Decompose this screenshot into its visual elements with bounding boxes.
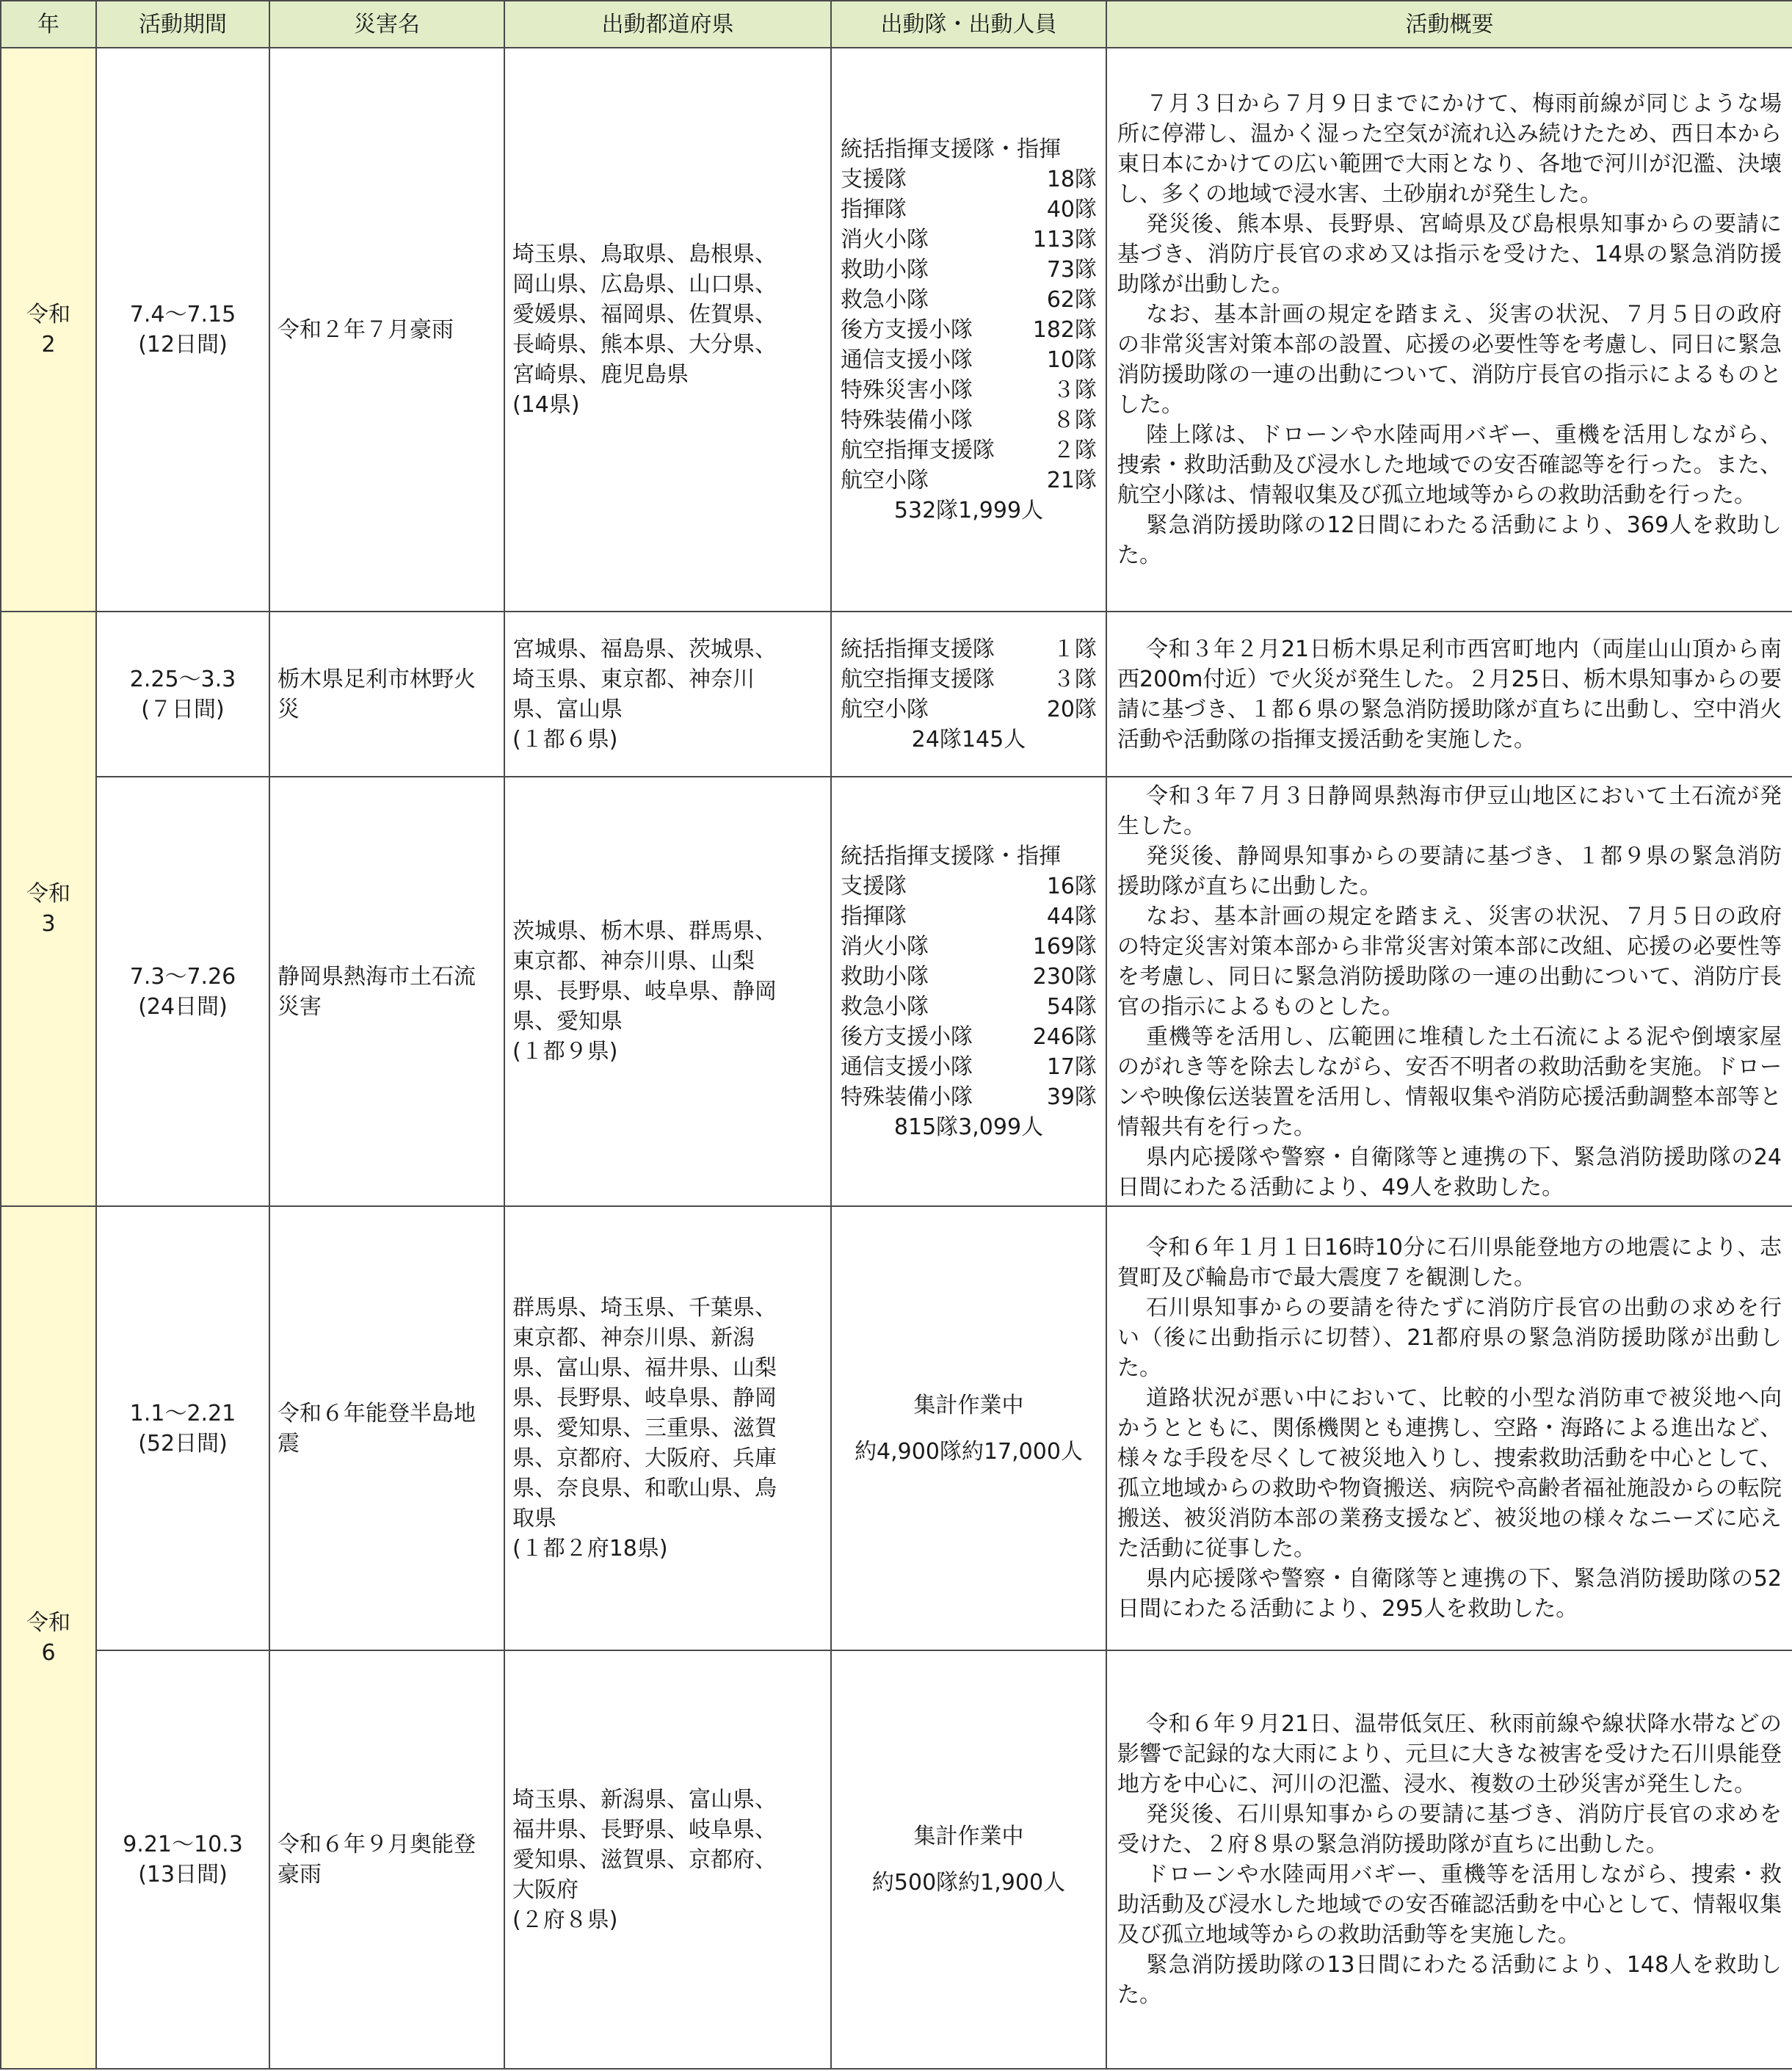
team-name: 特殊装備小隊 [841, 407, 973, 433]
prefecture-line: 県、長野県、岐阜県、静岡 [512, 1385, 777, 1411]
prefecture-line: 愛知県、滋賀県、京都府、 [512, 1846, 777, 1873]
summary-paragraph: 発災後、静岡県知事からの要請に基づき、１都９県の緊急消防援助隊が直ちに出動した。 [1117, 843, 1782, 899]
year-era: 令和 [26, 881, 70, 907]
team-name: 支援隊 [841, 166, 907, 192]
team-line [841, 871, 1097, 902]
team-line [841, 465, 1097, 496]
summary-paragraph: 発災後、石川県知事からの要請に基づき、消防庁長官の求めを受けた、２府８県の緊急消防援助隊が直ちに出動した。 [1117, 1802, 1782, 1857]
year-cell [1, 612, 96, 1206]
summary-cell [1106, 1206, 1792, 1650]
team-line [841, 664, 1097, 694]
team-total: 532隊1,999人 [893, 497, 1044, 523]
period-cell [96, 612, 269, 777]
summary-cell [1106, 1650, 1792, 2069]
period-days: (７日間) [141, 696, 225, 722]
team-line [841, 225, 1097, 255]
team-count: 113隊 [1032, 226, 1097, 253]
disaster-name-cell: 令和６年能登半島地震 [269, 1206, 504, 1650]
year-number: 6 [41, 1639, 56, 1666]
prefecture-line: 県、京都府、大阪府、兵庫 [512, 1446, 777, 1471]
team-count: 40隊 [1046, 196, 1097, 222]
team-count: 54隊 [1046, 993, 1097, 1020]
summary-paragraph: 県内応援隊や警察・自衛隊等と連携の下、緊急消防援助隊の52日間にわたる活動により、295人を救助した。 [1117, 1566, 1782, 1622]
prefecture-line: (14県) [512, 392, 580, 418]
prefecture-line: 県、愛知県、三重県、滋賀 [512, 1415, 777, 1441]
team-name: 救急小隊 [841, 286, 929, 313]
year-era: 令和 [26, 1609, 70, 1636]
summary-paragraph: ７月３日から７月９日までにかけて、梅雨前線が同じような場所に停滞し、温かく湿った空気が流れ込み続けたため、西日本から東日本にかけての広い範囲で大雨となり、各地で河川が氾濫、決壊し、多くの地域で浸水害、土砂崩れが発生した。 [1117, 91, 1782, 207]
prefecture-line: 愛媛県、福岡県、佐賀県、 [512, 302, 777, 327]
year-number: 3 [41, 911, 56, 937]
year-era: 令和 [26, 302, 70, 327]
summary-paragraph: 発災後、熊本県、長野県、宮崎県及び島根県知事からの要請に基づき、消防庁長官の求め又は指示を受けた、14県の緊急消防援助隊が出動した。 [1117, 211, 1782, 297]
prefecture-line: 県、奈良県、和歌山県、鳥 [512, 1476, 777, 1501]
team-name: 航空小隊 [841, 696, 929, 722]
team-count: 230隊 [1032, 963, 1097, 990]
team-line [841, 634, 1097, 664]
team-status: 集計作業中 [913, 1392, 1024, 1418]
team-name: 救助小隊 [841, 963, 929, 990]
prefecture-line: (１都６県) [512, 726, 618, 752]
prefecture-line: 宮城県、福島県、茨城県、 [512, 636, 777, 662]
team-status: 集計作業中 [913, 1824, 1024, 1849]
period-days: (12日間) [138, 332, 228, 358]
team-count: ８隊 [1053, 407, 1097, 433]
header-summary: 活動概要 [1106, 1, 1792, 48]
year-number: 2 [41, 332, 56, 358]
team-name: 救急小隊 [841, 993, 929, 1020]
team-status: 約4,900隊約17,000人 [855, 1438, 1083, 1465]
team-name: 支援隊 [841, 873, 907, 899]
summary-paragraph: 令和６年９月21日、温帯低気圧、秋雨前線や線状降水帯などの影響で記録的な大雨により、元旦に大きな被害を受けた石川県能登地方を中心に、河川の氾濫、浸水、複数の土砂災害が発生した。 [1117, 1711, 1782, 1797]
prefecture-line: 埼玉県、東京都、神奈川 [512, 666, 755, 692]
teams-cell [831, 48, 1106, 612]
team-name: 統括指揮支援隊・指揮 [841, 843, 1061, 869]
prefecture-line: (１都２府18県) [512, 1536, 668, 1562]
team-name: 救助小隊 [841, 256, 929, 283]
team-count: 182隊 [1032, 316, 1097, 343]
team-name: 特殊装備小隊 [841, 1084, 973, 1110]
team-line [841, 405, 1097, 435]
prefecture-line: 岡山県、広島県、山口県、 [512, 272, 777, 297]
header-row [1, 1, 1792, 48]
team-count: 39隊 [1046, 1084, 1097, 1110]
team-count: 10隊 [1046, 347, 1097, 373]
prefectures-cell [504, 48, 831, 612]
table-row [1, 1650, 1792, 2069]
team-line [841, 1052, 1097, 1082]
team-line [841, 134, 1097, 164]
team-total: 24隊145人 [911, 726, 1026, 752]
team-name: 後方支援小隊 [841, 316, 973, 343]
prefectures-cell [504, 1206, 831, 1650]
team-name: 通信支援小隊 [841, 347, 973, 373]
summary-paragraph: 緊急消防援助隊の13日間にわたる活動により、148人を救助した。 [1117, 1952, 1782, 2008]
year-cell [1, 48, 96, 612]
period-range: 7.4〜7.15 [129, 302, 236, 327]
team-count: 20隊 [1046, 696, 1097, 722]
team-count: ２隊 [1053, 437, 1097, 463]
team-count: 17隊 [1046, 1053, 1097, 1080]
team-line [841, 345, 1097, 375]
summary-cell [1106, 612, 1792, 777]
prefecture-line: 福井県、長野県、岐阜県、 [512, 1816, 777, 1843]
team-count: 21隊 [1046, 467, 1097, 493]
header-disaster: 災害名 [269, 1, 504, 48]
team-line [841, 1022, 1097, 1052]
period-days: (13日間) [138, 1862, 228, 1887]
team-line [841, 1082, 1097, 1112]
period-cell [96, 777, 269, 1206]
summary-paragraph: ドローンや水陸両用バギー、重機等を活用しながら、捜索・救助活動及び浸水した地域での安否確認活動を中心として、情報収集及び孤立地域等からの救助活動等を実施した。 [1117, 1862, 1782, 1948]
team-name: 指揮隊 [841, 196, 907, 222]
period-range: 7.3〜7.26 [129, 963, 236, 990]
team-name: 統括指揮支援隊・指揮 [841, 136, 1061, 162]
team-name: 消火小隊 [841, 226, 929, 253]
period-cell [96, 1650, 269, 2069]
summary-paragraph: なお、基本計画の規定を踏まえ、災害の状況、７月５日の政府の非常災害対策本部の設置、応援の必要性等を考慮し、同日に緊急消防援助隊の一連の出動について、消防庁長官の指示によるものとした。 [1117, 302, 1782, 418]
team-count: 73隊 [1046, 256, 1097, 283]
team-count: １隊 [1053, 636, 1097, 662]
summary-paragraph: 令和３年７月３日静岡県熱海市伊豆山地区において土石流が発生した。 [1117, 783, 1782, 839]
period-range: 2.25〜3.3 [129, 666, 236, 692]
summary-cell [1106, 48, 1792, 612]
summary-paragraph: 県内応援隊や警察・自衛隊等と連携の下、緊急消防援助隊の24日間にわたる活動により、49人を救助した。 [1117, 1144, 1782, 1200]
summary-paragraph: 道路状況が悪い中において、比較的小型な消防車で被災地へ向かうとともに、関係機関とも連携し、空路・海路による進出など、様々な手段を尽くして被災地入りし、捜索救助活動を中心として、孤立地域からの救助や物資搬送、病院や高齢者福祉施設からの転院搬送、被災消防本部の業務支援など、被災地の様々なニーズに応えた活動に従事した。 [1117, 1385, 1782, 1562]
year-cell [1, 1206, 96, 2069]
team-line [841, 841, 1097, 871]
disaster-name-cell: 栃木県足利市林野火災 [269, 612, 504, 777]
header-teams: 出動隊・出動人員 [831, 1, 1106, 48]
table-row [1, 612, 1792, 777]
summary-paragraph: 令和３年２月21日栃木県足利市西宮町地内（両崖山山頂から南西200m付近）で火災が発生した。２月25日、栃木県知事からの要請に基づき、１都６県の緊急消防援助隊が直ちに出動し、空中消火活動や活動隊の指揮支援活動を実施した。 [1117, 636, 1782, 752]
table-row [1, 777, 1792, 1206]
prefecture-line: 県、長野県、岐阜県、静岡 [512, 979, 777, 1004]
team-name: 後方支援小隊 [841, 1023, 973, 1050]
prefecture-line: 宮崎県、鹿児島県 [512, 362, 689, 388]
prefectures-cell [504, 1650, 831, 2069]
team-count: 169隊 [1032, 933, 1097, 960]
team-line [841, 932, 1097, 962]
team-name: 航空指揮支援隊 [841, 437, 995, 463]
prefecture-line: 東京都、神奈川県、新潟 [512, 1325, 755, 1351]
team-line [841, 315, 1097, 345]
summary-paragraph: なお、基本計画の規定を踏まえ、災害の状況、７月５日の政府の特定災害対策本部から非常災害対策本部に改組、応援の必要性等を考慮し、同日に緊急消防援助隊の一連の出動について、消防庁長官の指示によるものとした。 [1117, 903, 1782, 1020]
prefecture-line: 県、富山県 [512, 696, 623, 722]
team-line [841, 962, 1097, 992]
prefecture-line: (１都９県) [512, 1039, 618, 1064]
prefecture-line: 県、富山県、福井県、山梨 [512, 1355, 777, 1381]
team-line [841, 164, 1097, 195]
disaster-name-cell: 令和６年９月奥能登豪雨 [269, 1650, 504, 2069]
team-name: 通信支援小隊 [841, 1053, 973, 1080]
team-name: 消火小隊 [841, 933, 929, 960]
team-line [841, 255, 1097, 285]
table-row [1, 1206, 1792, 1650]
team-line [841, 285, 1097, 315]
prefecture-line: 東京都、神奈川県、山梨 [512, 949, 755, 974]
summary-paragraph: 令和６年１月１日16時10分に石川県能登地方の地震により、志賀町及び輪島市で最大震度７を観測した。 [1117, 1235, 1782, 1291]
summary-paragraph: 石川県知事からの要請を待たずに消防庁長官の出動の求めを行い（後に出動指示に切替）、21都府県の緊急消防援助隊が出動した。 [1117, 1295, 1782, 1381]
team-count: 16隊 [1046, 873, 1097, 899]
prefectures-cell [504, 612, 831, 777]
team-name: 特殊災害小隊 [841, 377, 973, 403]
team-line [841, 992, 1097, 1022]
header-prefectures: 出動都道府県 [504, 1, 831, 48]
disaster-name-cell: 令和２年７月豪雨 [269, 48, 504, 612]
prefecture-line: 県、愛知県 [512, 1009, 623, 1034]
summary-paragraph: 緊急消防援助隊の12日間にわたる活動により、369人を救助した。 [1117, 512, 1782, 568]
summary-paragraph: 陸上隊は、ドローンや水陸両用バギー、重機を活用しながら、捜索・救助活動及び浸水した地域での安否確認等を行った。また、航空小隊は、情報収集及び孤立地域等からの救助活動を行った。 [1117, 422, 1782, 508]
period-cell [96, 1206, 269, 1650]
summary-paragraph: 重機等を活用し、広範囲に堆積した土石流による泥や倒壊家屋のがれき等を除去しながら、安否不明者の救助活動を実施。ドローンや映像伝送装置を活用し、情報収集や消防応援活動調整本部等と情報共有を行った。 [1117, 1023, 1782, 1140]
team-line [841, 902, 1097, 932]
team-count: 246隊 [1032, 1023, 1097, 1050]
table-row [1, 48, 1792, 612]
prefectures-cell [504, 777, 831, 1206]
summary-cell [1106, 777, 1792, 1206]
period-cell [96, 48, 269, 612]
teams-cell [831, 1650, 1106, 2069]
team-line [841, 195, 1097, 225]
period-range: 1.1〜2.21 [129, 1400, 236, 1426]
prefecture-line: 取県 [512, 1506, 556, 1531]
prefecture-line: 大阪府 [512, 1876, 578, 1903]
team-line [841, 375, 1097, 405]
team-name: 航空小隊 [841, 467, 929, 493]
team-name: 指揮隊 [841, 903, 907, 929]
teams-cell [831, 612, 1106, 777]
team-name: 統括指揮支援隊 [841, 636, 995, 662]
team-name: 航空指揮支援隊 [841, 666, 995, 692]
prefecture-line: 埼玉県、鳥取県、島根県、 [512, 242, 777, 267]
prefecture-line: (２府８県) [512, 1907, 618, 1933]
prefecture-line: 埼玉県、新潟県、富山県、 [512, 1786, 777, 1813]
period-range: 9.21〜10.3 [123, 1832, 243, 1857]
prefecture-line: 茨城県、栃木県、群馬県、 [512, 918, 777, 944]
team-count: 44隊 [1046, 903, 1097, 929]
team-count: ３隊 [1053, 377, 1097, 403]
header-period: 活動期間 [96, 1, 269, 48]
period-days: (24日間) [138, 993, 228, 1020]
team-status: 約500隊約1,900人 [871, 1870, 1066, 1896]
team-count: 18隊 [1046, 166, 1097, 192]
team-total: 815隊3,099人 [893, 1114, 1044, 1140]
disaster-name-cell: 静岡県熱海市土石流災害 [269, 777, 504, 1206]
team-count: 62隊 [1046, 286, 1097, 313]
header-year: 年 [1, 1, 96, 48]
team-line [841, 694, 1097, 725]
teams-cell [831, 1206, 1106, 1650]
period-days: (52日間) [138, 1430, 228, 1457]
teams-cell [831, 777, 1106, 1206]
team-count: ３隊 [1053, 666, 1097, 692]
prefecture-line: 長崎県、熊本県、大分県、 [512, 332, 777, 358]
team-line [841, 435, 1097, 465]
prefecture-line: 群馬県、埼玉県、千葉県、 [512, 1295, 777, 1321]
